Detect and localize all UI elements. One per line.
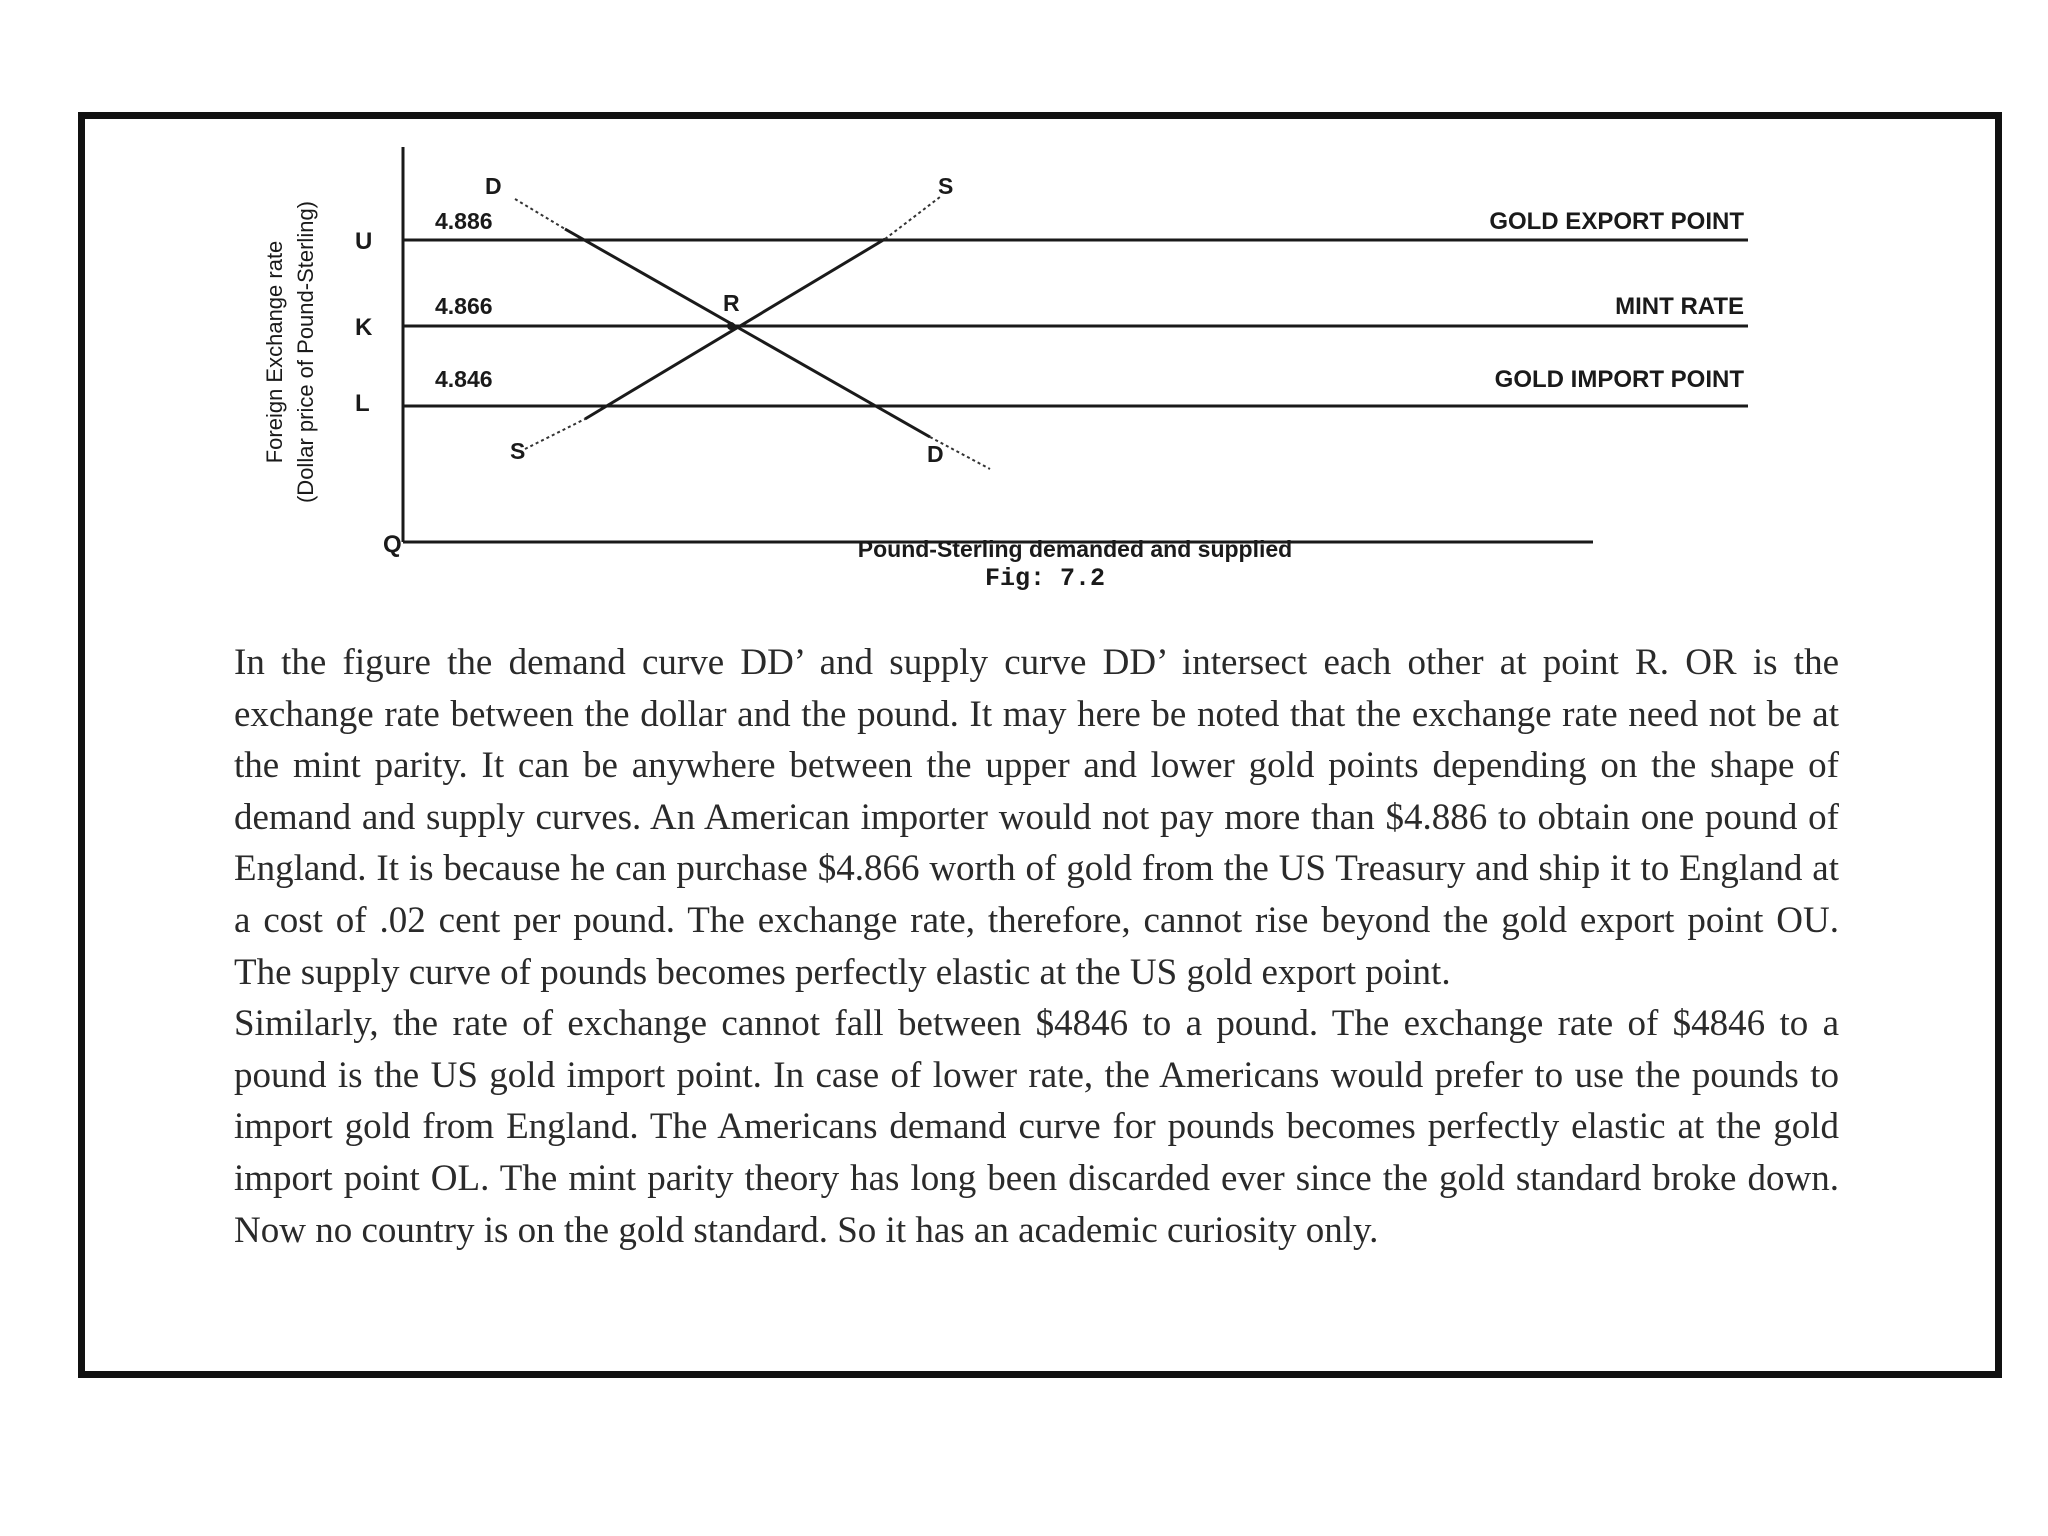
value-4866: 4.866 xyxy=(435,293,493,319)
paragraph-1: In the figure the demand curve DD’ and supply curve DD’ intersect each other at point R. OR is the exchange rate between the dollar and the pound. It may here be noted that the exchange rate need not be at the mint parity. It can be anywhere between the upper and lower gold points depending on the shape of demand and supply curves. An American importer would not pay more than $4.886 to obtain one pound of England. It is because he can purchase $4.866 worth of gold from the US Treasury and ship it to England at a cost of .02 cent per pound. The exchange rate, therefore, cannot rise beyond the gold export point OU. The supply curve of pounds becomes perfectly elastic at the US gold export point. xyxy=(234,642,1839,993)
gold-export-point-label: GOLD EXPORT POINT xyxy=(1489,208,1744,235)
supply-curve-upper-dotted xyxy=(885,197,940,239)
value-4846: 4.846 xyxy=(435,366,493,392)
demand-top-label: D xyxy=(485,173,502,199)
axis-letter-l: L xyxy=(355,390,370,417)
demand-bottom-label: D xyxy=(927,441,944,467)
mint-rate-label: MINT RATE xyxy=(1615,293,1744,320)
intersection-point-r xyxy=(727,322,735,330)
supply-top-label: S xyxy=(938,173,954,199)
y-axis-label-line2: (Dollar price of Pound-Sterling) xyxy=(293,200,318,504)
document-frame xyxy=(78,112,2002,1378)
x-axis-label: Pound-Sterling demanded and supplied xyxy=(857,536,1293,562)
demand-curve-upper-dotted xyxy=(515,199,565,229)
supply-curve-lower-dotted xyxy=(525,419,585,449)
axis-letter-u: U xyxy=(355,228,373,255)
supply-bottom-label: S xyxy=(510,438,526,464)
gold-import-point-label: GOLD IMPORT POINT xyxy=(1494,366,1744,393)
gold-points-figure xyxy=(85,119,1995,639)
intersection-label: R xyxy=(723,290,740,316)
origin-label: Q xyxy=(383,531,402,558)
axis-letter-k: K xyxy=(355,314,373,341)
y-axis-label-line1: Foreign Exchange rate xyxy=(262,240,287,464)
paragraph-2: Similarly, the rate of exchange cannot fall between $4846 to a pound. The exchange rate of $4846 to a pound is the US gold import point. In case of lower rate, the Americans would prefer to use the pounds to import gold from England. The Americans demand curve for pounds becomes perfectly elastic at the gold import point OL. The mint parity theory has long been discarded ever since the gold standard broke down. Now no country is on the gold standard. So it has an academic curiosity only. xyxy=(234,1003,1839,1251)
body-text xyxy=(234,637,1839,1256)
figure-caption: Fig: 7.2 xyxy=(985,564,1106,593)
value-4886: 4.886 xyxy=(435,208,493,234)
